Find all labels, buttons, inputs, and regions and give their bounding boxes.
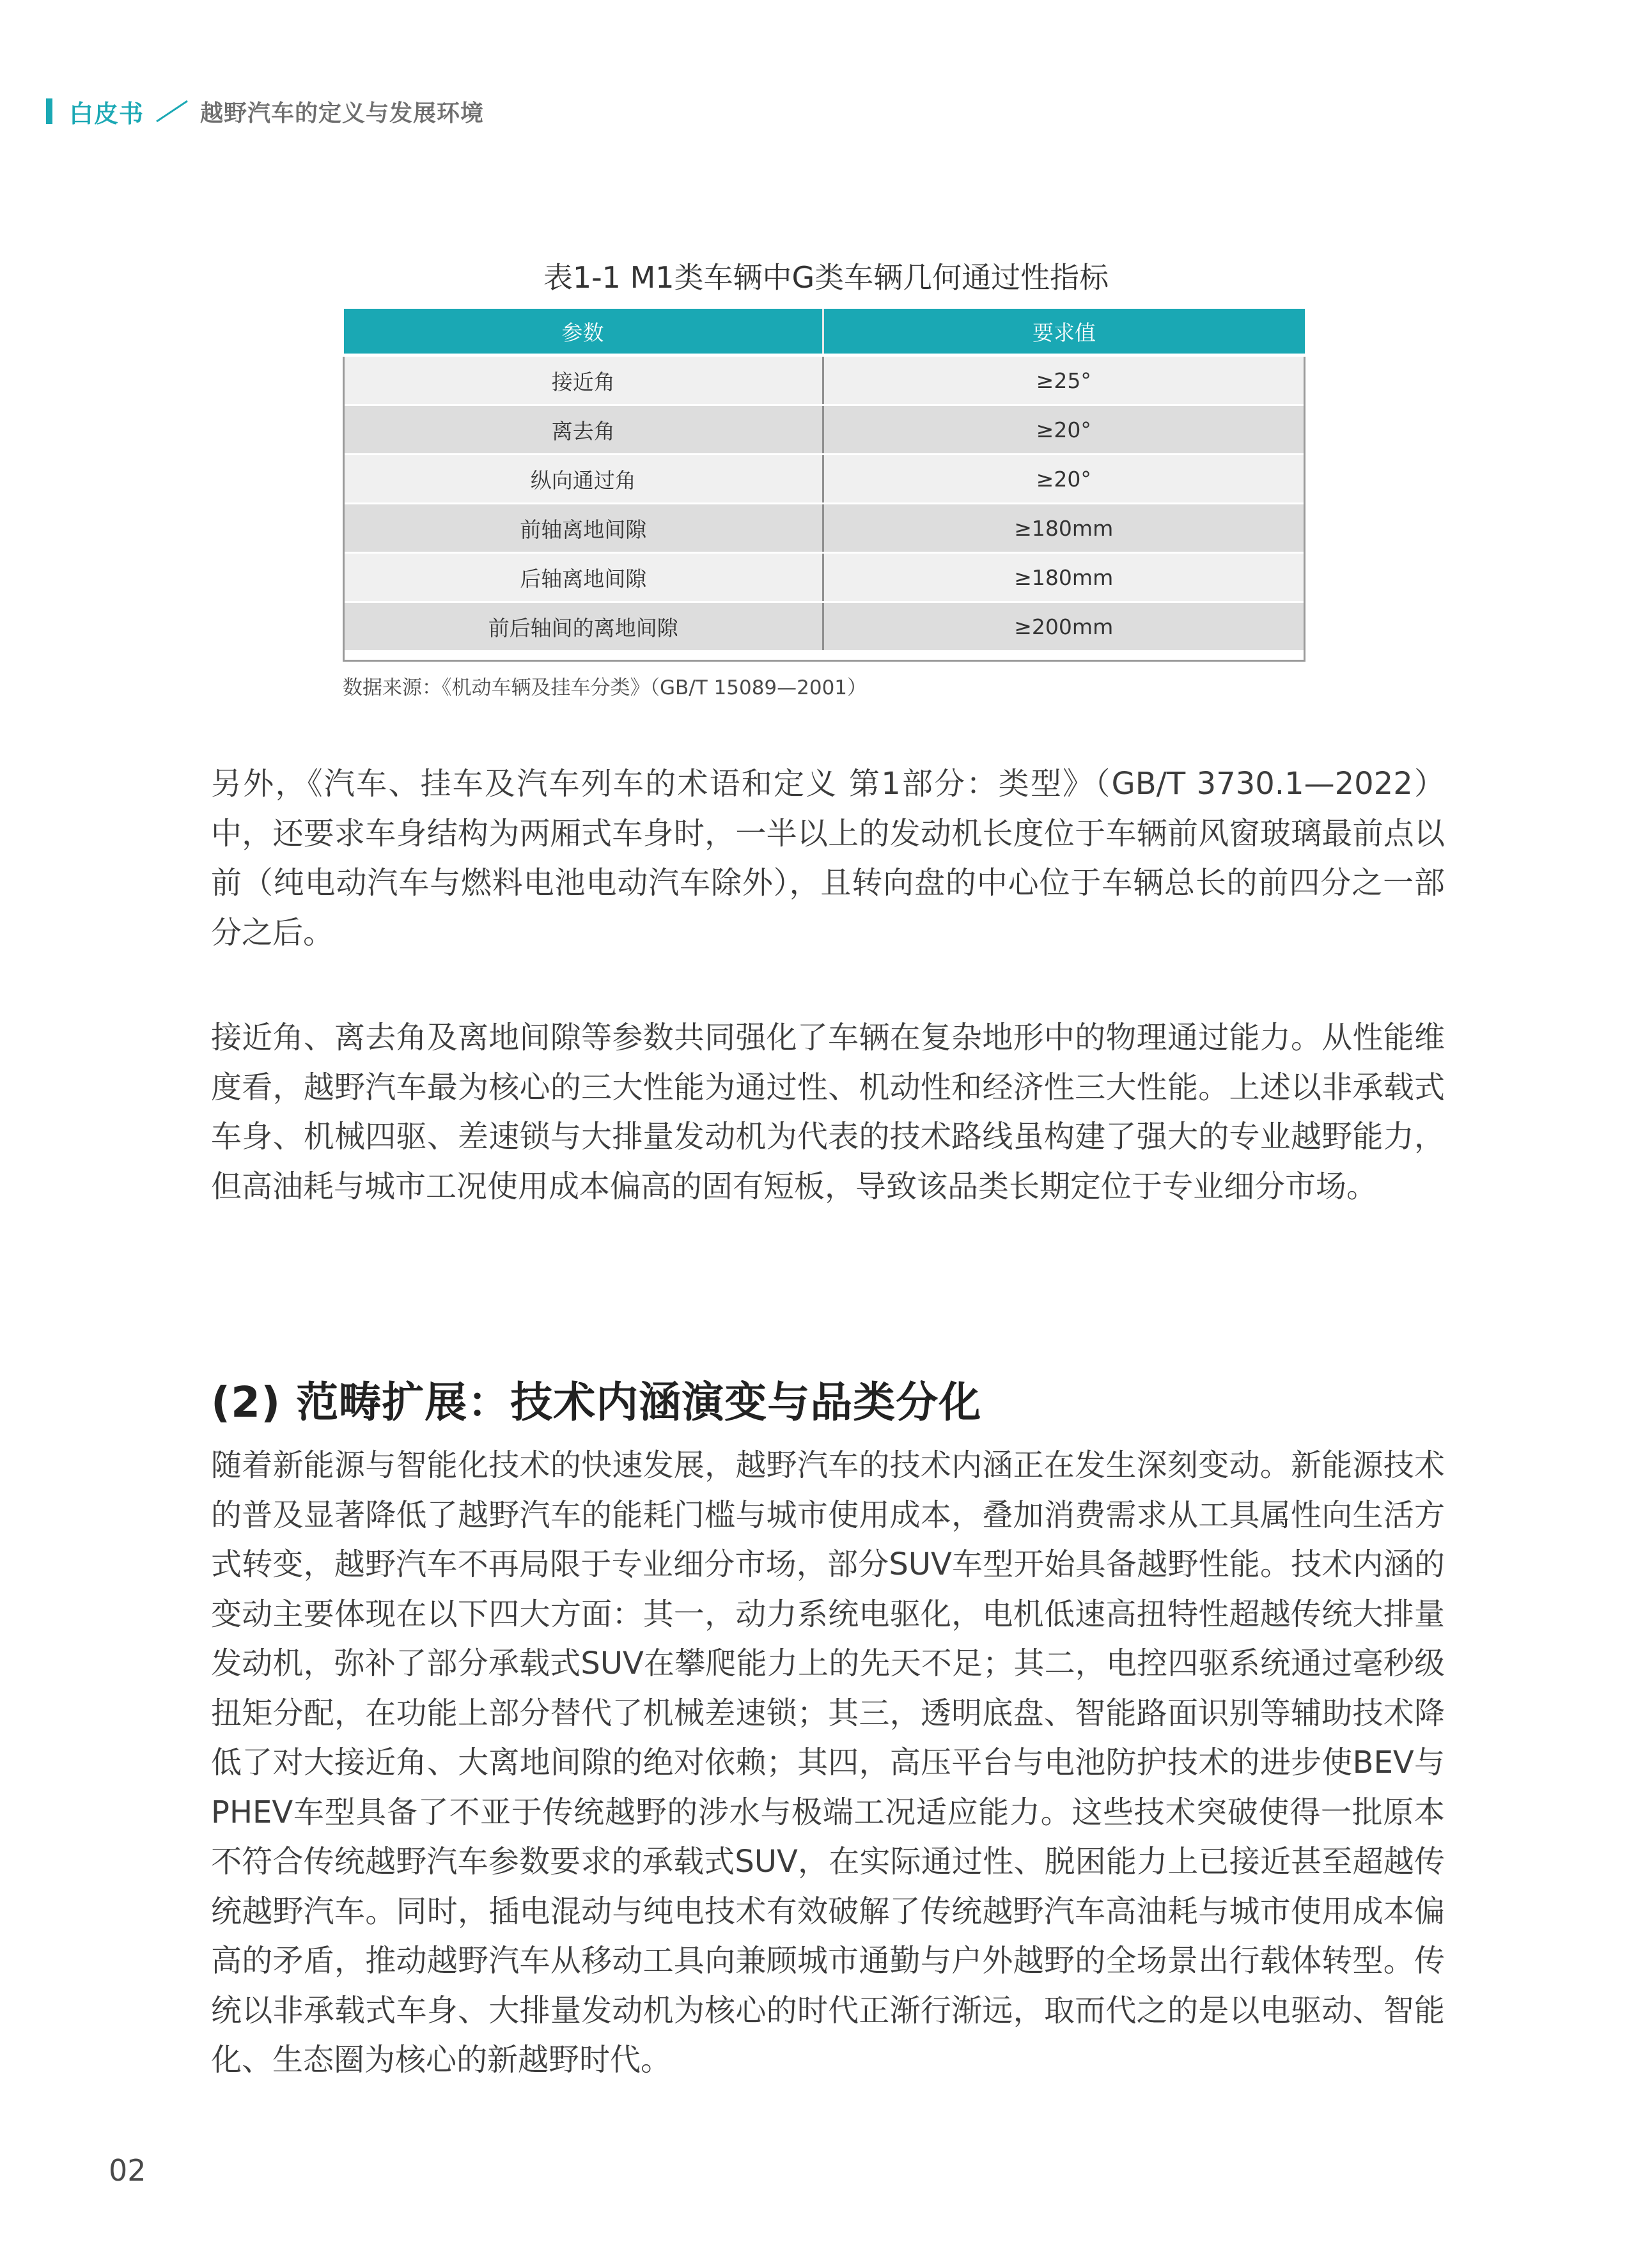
table-cell-param: 后轴离地间隙 — [344, 553, 823, 602]
body-paragraph: 随着新能源与智能化技术的快速发展，越野汽车的技术内涵正在发生深刻变动。新能源技术的普及显著降低了越野汽车的能耗门槛与城市使用成本，叠加消费需求从工具属性向生活方式转变，越野汽车不再局限于专业细分市场，部分SUV车型开始具备越野性能。技术内涵的变动主要体现在以下四大方面：其一，动力系统电驱化，电机低速高扭特性超越传统大排量发动机，弥补了部分承载式SUV在攀爬能力上的先天不足；其二，电控四驱系统通过毫秒级扭矩分配，在功能上部分替代了机械差速锁；其三，透明底盘、智能路面识别等辅助技术降低了对大接近角、大离地间隙的绝对依赖；其四，高压平台与电池防护技术的进步使BEV与PHEV车型具备了不亚于传统越野的涉水与极端工况适应能力。这些技术突破使得一批原本不符合传统越野汽车参数要求的承载式SUV，在实际通过性、脱困能力上已接近甚至超越传统越野汽车。同时，插电混动与纯电技术有效破解了传统越野汽车高油耗与城市使用成本偏高的矛盾，推动越野汽车从移动工具向兼顾城市通勤与户外越野的全场景出行载体转型。传统以非承载式车身、大排量发动机为核心的时代正渐行渐远，取而代之的是以电驱动、智能化、生态圈为核心的新越野时代。 — [211, 1447, 1445, 2078]
table-source-note: 数据来源：《机动车辆及挂车分类》（GB/T 15089—2001） — [343, 676, 868, 699]
body-paragraph: 接近角、离去角及离地间隙等参数共同强化了车辆在复杂地形中的物理通过能力。从性能维度看，越野汽车最为核心的三大性能为通过性、机动性和经济性三大性能。上述以非承载式车身、机械四驱、差速锁与大排量发动机为代表的技术路线虽构建了强大的专业越野能力，但高油耗与城市工况使用成本偏高的固有短板，导致该品类长期定位于专业细分市场。 — [211, 1020, 1445, 1204]
table-header-param: 参数 — [344, 309, 823, 355]
table-row — [344, 455, 1305, 504]
table-cell-value: ≥20° — [823, 455, 1305, 504]
table-cell-param: 纵向通过角 — [344, 455, 823, 504]
table-cell-value: ≥180mm — [823, 553, 1305, 602]
header-slash-icon — [153, 98, 191, 124]
table-row — [344, 405, 1305, 455]
table-cell-value: ≥200mm — [823, 602, 1305, 651]
table-header-row — [344, 309, 1305, 355]
table-cell-param: 前后轴间的离地间隙 — [344, 602, 823, 651]
table-cell-value: ≥180mm — [823, 504, 1305, 553]
table-row — [344, 553, 1305, 602]
table-cell-param: 前轴离地间隙 — [344, 504, 823, 553]
header-section-title: 越野汽车的定义与发展环境 — [200, 100, 485, 127]
header-accent-bar — [46, 98, 52, 124]
geometry-spec-table — [343, 309, 1305, 652]
table-cell-value: ≥25° — [823, 355, 1305, 405]
table-header-value: 要求值 — [823, 309, 1305, 355]
header-brand: 白皮书 — [69, 99, 144, 128]
table-row — [344, 602, 1305, 651]
table-row — [344, 355, 1305, 405]
section-heading: (2) 范畴扩展：技术内涵演变与品类分化 — [211, 1378, 982, 1427]
table-cell-param: 离去角 — [344, 405, 823, 455]
table-cell-param: 接近角 — [344, 355, 823, 405]
table-cell-value: ≥20° — [823, 405, 1305, 455]
table-caption: 表1-1 M1类车辆中G类车辆几何通过性指标 — [543, 260, 1109, 295]
page-header — [46, 95, 484, 128]
table-row — [344, 504, 1305, 553]
page-number: 02 — [109, 2153, 146, 2188]
body-paragraph: 另外，《汽车、挂车及汽车列车的术语和定义 第1部分：类型》（GB/T 3730.1—2022）中，还要求车身结构为两厢式车身时，一半以上的发动机长度位于车辆前风窗玻璃最前点以前（纯电动汽车与燃料电池电动汽车除外），且转向盘的中心位于车辆总长的前四分之一部分之后。 — [211, 766, 1445, 951]
